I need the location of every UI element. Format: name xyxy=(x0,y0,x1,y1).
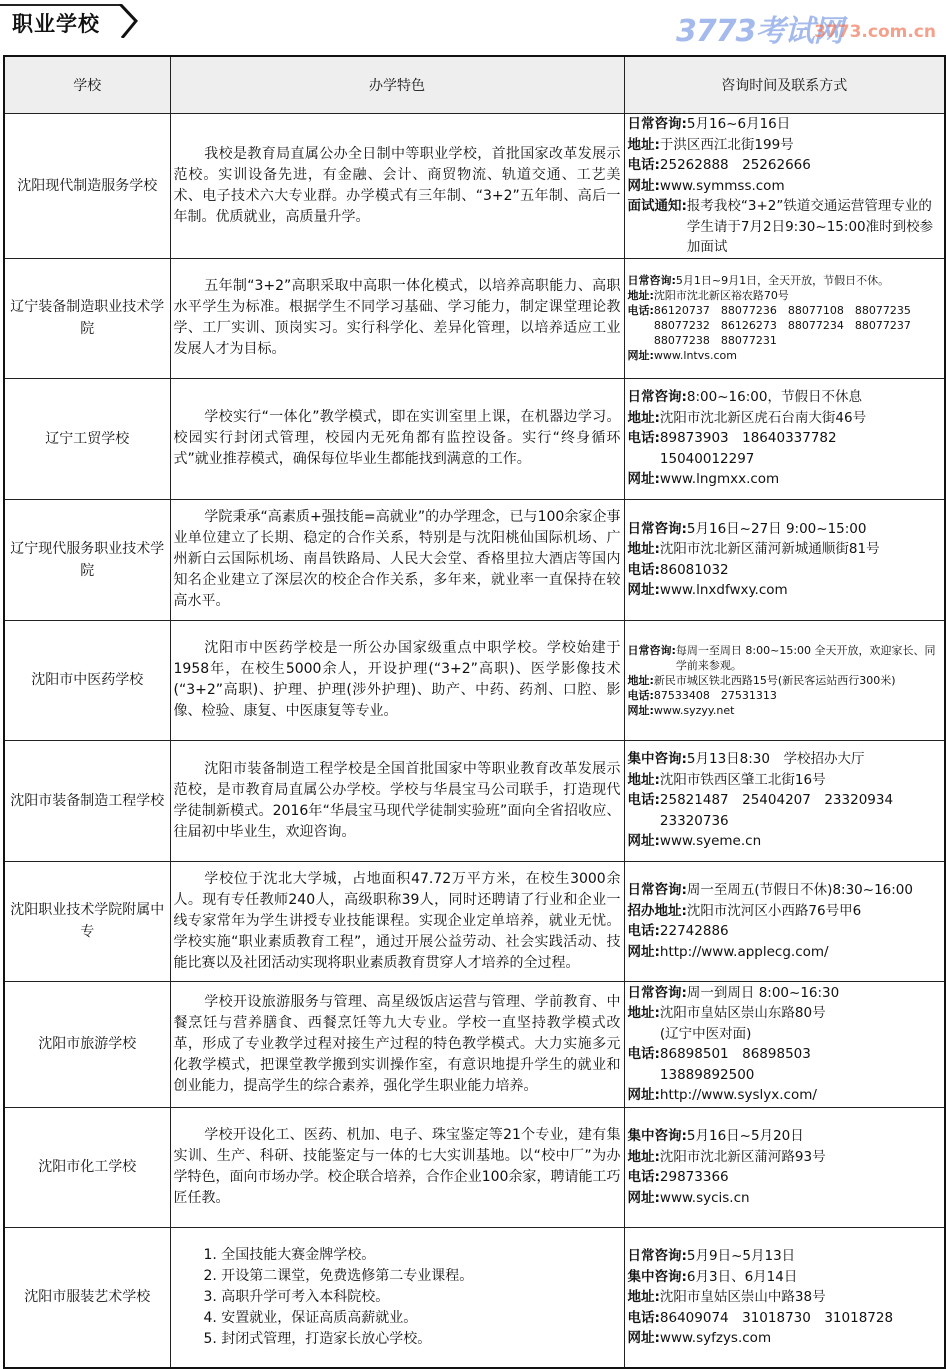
contact-line xyxy=(628,643,942,673)
contact-value: 沈阳市沈北新区裕农路70号 xyxy=(653,289,789,302)
contact-line xyxy=(628,983,942,1004)
school-contact xyxy=(624,1107,945,1227)
contact-line xyxy=(628,387,942,408)
contact-line xyxy=(628,1287,942,1308)
contact-label: 电话: xyxy=(627,688,654,702)
contact-line xyxy=(628,1085,942,1106)
contact-value: (辽宁中医对面) xyxy=(659,1025,752,1042)
contact-value: 25262888 25262666 xyxy=(659,157,811,173)
contact-label: 网址: xyxy=(627,1189,660,1206)
contact-value: 13889892500 xyxy=(659,1066,755,1083)
contact-value: www.lntvs.com xyxy=(653,349,737,362)
contact-line xyxy=(628,303,942,318)
header-school: 学校 xyxy=(4,56,170,114)
contact-line xyxy=(628,333,942,348)
list-item: 2. 开设第二课堂，免费选修第二专业课程。 xyxy=(203,1267,474,1284)
contact-line xyxy=(628,176,942,197)
contact-value: 6月3日、6月14日 xyxy=(686,1268,798,1285)
contact-line xyxy=(628,790,942,811)
list-item: 4. 安置就业，保证高质高薪就业。 xyxy=(203,1309,418,1326)
contact-line xyxy=(628,1024,942,1045)
contact-value: 86081032 xyxy=(659,561,729,578)
contact-label: 网址: xyxy=(627,471,660,488)
contact-line xyxy=(628,703,942,718)
school-features xyxy=(170,499,624,620)
table-row xyxy=(4,740,945,861)
contact-line xyxy=(628,1246,942,1267)
contact-line xyxy=(628,135,942,156)
contact-line xyxy=(628,1126,942,1147)
table-row xyxy=(4,378,945,499)
contact-label: 电话: xyxy=(627,561,660,578)
contact-label: 网址: xyxy=(627,177,660,194)
contact-line xyxy=(628,288,942,303)
contact-line xyxy=(628,1188,942,1209)
contact-label: 电话: xyxy=(627,304,654,317)
header-contact: 咨询时间及联系方式 xyxy=(624,56,945,114)
school-name: 沈阳市旅游学校 xyxy=(4,981,170,1107)
contact-value: 5月16日~5月20日 xyxy=(686,1128,804,1144)
contact-value: 沈阳市皇姑区崇山中路38号 xyxy=(659,1289,826,1305)
contact-line xyxy=(628,348,942,363)
contact-line xyxy=(628,673,942,688)
contact-line xyxy=(628,318,942,333)
table-row xyxy=(4,114,945,259)
contact-value: 22742886 xyxy=(659,923,729,939)
contact-label: 日常咨询: xyxy=(627,1248,687,1264)
contact-label: 电话: xyxy=(627,923,660,939)
school-features xyxy=(170,114,624,259)
features-paragraph: 我校是教育局直属公办全日制中等职业学校，首批国家改革发展示范校。实训设备先进，有金融、会计、商贸物流、轨道交通、工艺美术、电子技术六大专业群。办学模式有三年制、“3+2”五年制、高后一年制。优质就业，高质量升学。 xyxy=(173,145,621,225)
contact-label: 集中咨询: xyxy=(627,1268,687,1285)
features-paragraph: 五年制“3+2”高职采取中高职一体化模式，以培养高职能力、高职水平学生为标准。根据学生不同学习基础、学习能力，制定课堂理论教学、工厂实训、顶岗实习。实行科学化、差异化管理，以培养适应工业发展人才为目标。 xyxy=(173,278,621,357)
features-paragraph: 学校开设化工、医药、机加、电子、珠宝鉴定等21个专业，建有集实训、生产、科研、技能鉴定与一体的七大实训基地。以“校中厂”为办学特色，面向市场办学。校企联合培养，合作企业100余家，聘请能工巧匠任教。 xyxy=(173,1127,621,1206)
school-name: 沈阳市化工学校 xyxy=(4,1107,170,1227)
contact-line xyxy=(628,1003,942,1024)
page-title: 职业学校 xyxy=(12,12,100,36)
features-paragraph: 学校开设旅游服务与管理、高星级饭店运营与管理、学前教育、中餐烹饪与营养膳食、西餐烹饪等九大专业。学校一直坚持教学模式改革，形成了专业教学过程对接生产过程的特色教学模式。大力实施多元化教学模式，把课堂教学搬到实训操作室，有意识地提升学生的就业和创业能力，提高学生的综合素养，强化学生职业能力培养。 xyxy=(173,993,621,1094)
contact-line xyxy=(628,560,942,581)
contact-value: 86409074 31018730 31018728 xyxy=(659,1309,894,1326)
contact-label: 电话: xyxy=(627,792,660,809)
school-contact xyxy=(624,258,945,378)
contact-label: 集中咨询: xyxy=(627,1128,687,1144)
contact-line xyxy=(628,273,942,288)
contact-line xyxy=(628,428,942,449)
school-name: 沈阳职业技术学院附属中专 xyxy=(4,861,170,981)
contact-label: 招办地址: xyxy=(627,902,687,919)
contact-line xyxy=(628,1065,942,1086)
table-row xyxy=(4,1107,945,1227)
school-contact xyxy=(624,1227,945,1368)
title-underline xyxy=(0,4,120,6)
features-paragraph: 学校位于沈北大学城，占地面积47.72万平方米，在校生3000余人。现有专任教师240人，高级职称39人，同时还聘请了行业和企业一线专家常年为学生讲授专业技能课程。实现企业定单培养，就业无忧。学校实施“职业素质教育工程”，通过开展公益劳动、社会实践活动、技能比赛以及社团活动实现将职业素质教育贯穿人才培养的全过程。 xyxy=(173,870,621,971)
header-features: 办学特色 xyxy=(170,56,624,114)
contact-line xyxy=(628,449,942,470)
features-paragraph: 学校实行“一体化”教学模式，即在实训室里上课，在机器边学习。校园实行封闭式管理，校园内无死角都有监控设备。实行“终身循环式”就业推荐模式，确保每位毕业生都能找到满意的工作。 xyxy=(173,409,621,467)
school-features xyxy=(170,1227,624,1368)
list-item: 3. 高职升学可考入本科院校。 xyxy=(203,1288,390,1305)
contact-label: 地址: xyxy=(627,289,654,302)
school-contact xyxy=(624,499,945,620)
contact-value: www.symmss.com xyxy=(659,177,785,194)
contact-label: 电话: xyxy=(627,1169,660,1185)
contact-value: http://www.syslyx.com/ xyxy=(659,1087,817,1103)
watermark-logo-text: 3773考试网 xyxy=(676,14,843,49)
contact-label: 电话: xyxy=(627,430,660,447)
schools-table xyxy=(3,55,946,1369)
contact-value: 沈阳市铁西区肇工北街16号 xyxy=(659,771,826,788)
contact-line xyxy=(628,688,942,703)
contact-label: 网址: xyxy=(627,349,654,362)
contact-label: 集中咨询: xyxy=(627,751,687,768)
school-contact xyxy=(624,981,945,1107)
contact-label: 网址: xyxy=(627,943,660,960)
school-features xyxy=(170,1107,624,1227)
contact-label: 网址: xyxy=(627,1330,660,1346)
table-row xyxy=(4,1227,945,1368)
contact-value: 沈阳市沈北新区虎石台南大街46号 xyxy=(659,409,867,426)
table-row xyxy=(4,981,945,1107)
contact-label: 地址: xyxy=(627,1289,660,1305)
features-paragraph: 沈阳市装备制造工程学校是全国首批国家中等职业教育改革发展示范校，是市教育局直属公办学校。学校与华晨宝马公司联手，打造现代学徒制新模式。2016年“华晨宝马现代学徒制实验班”面向全省招收应、往届初中毕业生，欢迎咨询。 xyxy=(173,760,621,840)
school-name: 辽宁装备制造职业技术学院 xyxy=(4,258,170,378)
contact-label: 日常咨询: xyxy=(627,274,676,287)
school-features xyxy=(170,740,624,861)
contact-value: 周一至周五(节假日不休)8:30~16:00 xyxy=(686,882,913,898)
contact-label: 电话: xyxy=(627,1046,660,1062)
school-features xyxy=(170,981,624,1107)
contact-value: 8:00~16:00，节假日不休息 xyxy=(686,389,862,406)
contact-value: 86120737 88077236 88077108 88077235 xyxy=(653,304,911,317)
contact-line xyxy=(628,921,942,942)
contact-value: 25821487 25404207 23320934 xyxy=(659,792,894,809)
contact-value: 5月13日8:30 学校招办大厅 xyxy=(686,751,865,768)
contact-value: 周一到周日 8:00~16:30 xyxy=(686,984,840,1001)
school-name: 辽宁现代服务职业技术学院 xyxy=(4,499,170,620)
contact-value: 沈阳市皇姑区崇山东路80号 xyxy=(659,1005,826,1021)
features-list xyxy=(174,1245,621,1350)
table-row xyxy=(4,258,945,378)
contact-label: 网址: xyxy=(627,703,654,717)
contact-value: www.syzyy.net xyxy=(653,703,735,717)
school-contact xyxy=(624,114,945,259)
contact-label: 地址: xyxy=(627,409,660,426)
contact-label: 网址: xyxy=(627,582,660,598)
contact-label: 面试通知: xyxy=(627,198,687,214)
contact-value: 沈阳市沈河区小西路76号甲6 xyxy=(686,902,862,919)
contact-value: 于洪区西江北街199号 xyxy=(659,136,794,153)
contact-label: 网址: xyxy=(627,1087,660,1103)
contact-value: 每周一至周日 8:00~15:00 全天开放，欢迎家长、同学前来参观。 xyxy=(675,643,936,672)
features-paragraph: 学院秉承“高素质+强技能=高就业”的办学理念，已与100余家企事业单位建立了长期、稳定的合作关系，特别是与沈阳桃仙国际机场、广州新白云国际机场、南昌铁路局、人民大会堂、香格里拉大酒店等国内知名企业建立了深层次的校企合作关系，多年来，就业率一直保持在较高水平。 xyxy=(173,509,621,609)
contact-value: 88077238 88077231 xyxy=(653,334,777,347)
contact-value: www.syfzys.com xyxy=(659,1330,772,1346)
contact-line xyxy=(628,114,942,135)
school-features xyxy=(170,258,624,378)
contact-line xyxy=(628,770,942,791)
contact-line xyxy=(628,408,942,429)
contact-value: www.sycis.cn xyxy=(659,1189,750,1206)
table-row xyxy=(4,499,945,620)
contact-line xyxy=(628,519,942,540)
contact-line xyxy=(628,196,942,258)
contact-line xyxy=(628,942,942,963)
contact-label: 地址: xyxy=(627,541,660,557)
school-name: 辽宁工贸学校 xyxy=(4,378,170,499)
list-item: 1. 全国技能大赛金牌学校。 xyxy=(203,1246,376,1263)
contact-value: 29873366 xyxy=(659,1169,729,1185)
contact-value: 88077232 86126273 88077234 88077237 xyxy=(653,319,911,332)
contact-value: www.lngmxx.com xyxy=(659,471,780,488)
contact-value: 沈阳市沈北新区蒲河新城通顺街81号 xyxy=(659,541,880,557)
watermark-logo xyxy=(676,0,936,52)
list-item: 5. 封闭式管理，打造家长放心学校。 xyxy=(203,1330,432,1347)
contact-value: 87533408 27531313 xyxy=(653,688,777,702)
watermark-logo-url: 3773.com.cn xyxy=(814,22,936,42)
school-name: 沈阳市中医药学校 xyxy=(4,620,170,740)
contact-label: 地址: xyxy=(627,136,660,153)
contact-label: 日常咨询: xyxy=(627,116,687,132)
contact-label: 地址: xyxy=(627,1005,660,1021)
contact-label: 地址: xyxy=(627,771,660,788)
section-title xyxy=(0,0,150,40)
contact-value: 15040012297 xyxy=(659,450,755,467)
contact-label: 日常咨询: xyxy=(627,520,687,537)
contact-label: 地址: xyxy=(627,673,654,687)
contact-value: 5月16日~27日 9:00~15:00 xyxy=(686,520,867,537)
contact-line xyxy=(628,469,942,490)
table-row xyxy=(4,861,945,981)
contact-value: 5月1日~9月1日，全天开放，节假日不休。 xyxy=(675,274,890,287)
chevron-right-icon xyxy=(118,4,140,38)
school-contact xyxy=(624,620,945,740)
contact-line xyxy=(628,580,942,601)
contact-line xyxy=(628,749,942,770)
school-name: 沈阳市服装艺术学校 xyxy=(4,1227,170,1368)
contact-label: 地址: xyxy=(627,1148,660,1165)
school-features xyxy=(170,861,624,981)
contact-value: 5月9日~5月13日 xyxy=(686,1248,796,1264)
contact-line xyxy=(628,831,942,852)
features-paragraph: 沈阳市中医药学校是一所公办国家级重点中职学校。学校始建于1958年，在校生5000余人，开设护理(“3+2”高职)、医学影像技术(“3+2”高职)、护理、护理(涉外护理)、助产、中药、药剂、口腔、影像、检验、康复、中医康复等专业。 xyxy=(173,640,621,719)
contact-label: 电话: xyxy=(627,157,660,173)
contact-line xyxy=(628,901,942,922)
contact-line xyxy=(628,1308,942,1329)
contact-value: 86898501 86898503 xyxy=(659,1046,811,1062)
school-contact xyxy=(624,740,945,861)
contact-line xyxy=(628,1044,942,1065)
contact-line xyxy=(628,1167,942,1188)
school-contact xyxy=(624,861,945,981)
contact-value: 23320736 xyxy=(659,812,729,829)
school-features xyxy=(170,378,624,499)
contact-label: 电话: xyxy=(627,1309,660,1326)
contact-line xyxy=(628,1147,942,1168)
contact-line xyxy=(628,539,942,560)
contact-value: 新民市城区铁北西路15号(新民客运站西行300米) xyxy=(653,673,896,687)
contact-value: http://www.applecg.com/ xyxy=(659,943,829,960)
contact-value: 沈阳市沈北新区蒲河路93号 xyxy=(659,1148,826,1165)
contact-line xyxy=(628,811,942,832)
contact-value: www.syeme.cn xyxy=(659,833,762,850)
table-row xyxy=(4,620,945,740)
contact-value: 89873903 18640337782 xyxy=(659,430,837,447)
contact-label: 日常咨询: xyxy=(627,643,676,657)
contact-label: 网址: xyxy=(627,833,660,850)
contact-line xyxy=(628,1328,942,1349)
school-features xyxy=(170,620,624,740)
contact-line xyxy=(628,155,942,176)
contact-label: 日常咨询: xyxy=(627,882,687,898)
contact-line xyxy=(628,1267,942,1288)
table-header-row xyxy=(4,56,945,114)
contact-line xyxy=(628,880,942,901)
school-contact xyxy=(624,378,945,499)
contact-value: 5月16~6月16日 xyxy=(686,116,791,132)
contact-value: www.lnxdfwxy.com xyxy=(659,582,788,598)
contact-value: 报考我校“3+2”铁道交通运营管理专业的学生请于7月2日9:30~15:00准时到校参加面试 xyxy=(686,198,934,255)
school-name: 沈阳市装备制造工程学校 xyxy=(4,740,170,861)
contact-label: 日常咨询: xyxy=(627,984,687,1001)
contact-label: 日常咨询: xyxy=(627,389,687,406)
school-name: 沈阳现代制造服务学校 xyxy=(4,114,170,259)
